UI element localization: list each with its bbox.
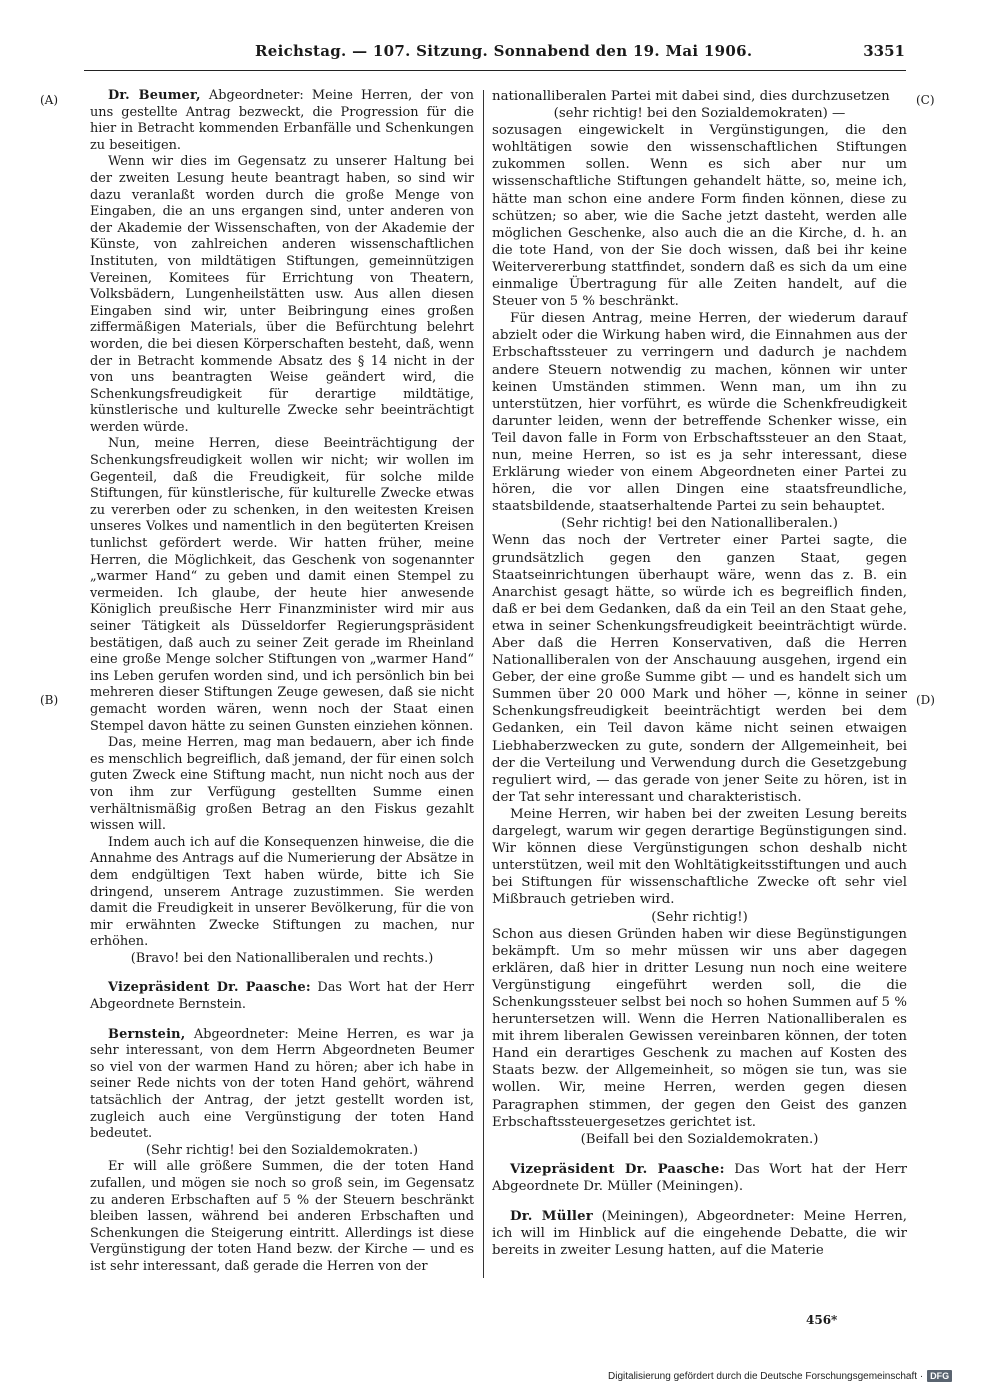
- paragraph: [492, 806, 907, 909]
- speaker-name: Dr. Beumer,: [108, 88, 201, 103]
- margin-marker-b: (B): [40, 693, 59, 707]
- interjection: [90, 1143, 474, 1160]
- dfg-logo: DFG: [927, 1370, 952, 1382]
- interjection: [90, 951, 474, 968]
- interjection-text: (Sehr richtig! bei den Nationalliberalen.): [561, 516, 838, 532]
- interjection-text: (Sehr richtig! bei den Sozialdemokraten.): [145, 1142, 419, 1158]
- speech-paragraph: [492, 1208, 907, 1259]
- interjection: [492, 1131, 907, 1148]
- paragraph: [90, 735, 474, 835]
- paragraph-text: Nun, meine Herren, diese Beeinträchtigung der Schenkungsfreudigkeit wollen wir nicht; wir wollen im Gegenteil, daß die Freudigkeit, für solche milde Stiftungen, für künstlerische, für kulturelle Zwecke etwas zu vererben oder zu schenken, in den weitesten Kreisen unseres Volkes und namentlich in den begüterten Kreisen tunlichst gefördert werde. Wir hatten früher, meine Herren, die Möglichkeit, das Geschenk von sogenannter „warmer Hand“ zu geben und damit einen Stempel zu vermeiden. Ich glaube, der heute hier anwesende Königlich preußische Herr Finanzminister wird mir aus seiner Tätigkeit als Düsseldorfer Regierungspräsident bestätigen, daß auch zu seiner Zeit gerade im Rheinland eine große Menge solcher Stiftungen von „warmer Hand“ ins Leben gerufen worden sind, und ich persönlich bin bei mehreren dieser Stiftungen Zeuge gewesen, daß sie nicht gemacht worden wären, wenn noch der Staat einen Stempel davon hätte zu seinen Gunsten einziehen können.: [90, 436, 474, 734]
- right-column: [492, 88, 907, 1259]
- speaker-name: Vizepräsident Dr. Paasche:: [108, 980, 311, 996]
- interjection-text: (sehr richtig! bei den Sozialdemokraten) —: [553, 106, 846, 122]
- header-rule: [84, 70, 906, 71]
- interjection: [492, 909, 907, 926]
- speaker-name: Vizepräsident Dr. Paasche:: [510, 1161, 725, 1177]
- paragraph-text: Wenn wir dies im Gegensatz zu unserer Haltung bei der zweiten Lesung heute beantragt haben, so sind wir dazu veranlaßt worden durch die große Menge von Eingaben, die an uns ergangen sind, unter anderen von der Akademie der Wissenschaften, von der Akademie der Künste, von zahlreichen anderen wissenschaftlichen Instituten, von mildtätigen Stiftungen, gemeinnützigen Vereinen, Komitees für Errichtung von Theatern, Volksbädern, Lungenheilstätten usw. Aus allen diesen Eingaben sind wir, unter Beibringung eines großen ziffermäßigen Materials, über die Befürchtung belehrt worden, die bei diesen Körperschaften besteht, daß, wenn der in Betracht kommende Absatz des § 14 nicht in der von uns beantragten Weise geändert wird, die Schenkungsfreudigkeit für derartige mildtätige, künstlerische und kulturelle Zwecke sehr beeinträchtigt werden würde.: [90, 154, 474, 435]
- column-divider: [483, 90, 484, 1278]
- paragraph: [492, 310, 907, 515]
- page-header: [255, 42, 905, 66]
- paragraph: [90, 436, 474, 735]
- paragraph: [492, 532, 907, 806]
- interjection: [492, 105, 907, 122]
- paragraph-text: Abgeordneter: Meine Herren, es war ja sehr interessant, von dem Herrn Abgeordneten Beumer so viel von der warmen Hand zu hören; aber ich habe in seiner Rede nichts von der toten Hand gehört, während tatsächlich der Antrag, der jetzt gestellt worden ist, zugleich auch eine Vergünstigung der toten Hand bedeutet.: [90, 1026, 474, 1142]
- footer-credit: Digitalisierung gefördert durch die Deutsche Forschungsgemeinschaft ·: [608, 1371, 924, 1382]
- paragraph-text: Das, meine Herren, mag man bedauern, aber ich finde es menschlich begreiflich, daß jemand, der für einen solch guten Zweck eine Stiftung macht, nun nicht noch aus der von ihm zur Verfügung gestellten Summe einen verhältnismäßig großen Betrag an den Fiskus gezahlt wissen will.: [90, 735, 474, 834]
- paragraph-text: Schon aus diesen Gründen haben wir diese Begünstigungen bekämpft. Um so mehr müssen wir uns aber dagegen erklären, daß hier in dritter Lesung nun noch eine weitere Vergünstigung eingeführt werden soll, die die Schenkungssteuer selbst bei noch so hohen Summen auf 5 % heruntersetzen will. Wenn die Herren Nationalliberalen es mit ihrem liberalen Gewissen vereinbaren können, der toten Hand ein derartiges Geschenk zu machen auf Kosten des Staats bezw. der Allgemeinheit, so mögen sie tun, was sie wollen. Wir, meine Herren, werden gegen diesen Paragraphen stimmen, der gegen den Geist des ganzen Erbschaftssteuergesetzes gerichtet ist.: [492, 926, 907, 1130]
- margin-marker-c: (C): [916, 93, 935, 107]
- paragraph: [492, 926, 907, 1131]
- interjection: [492, 515, 907, 532]
- paragraph-text: nationalliberalen Partei mit dabei sind, dies durchzusetzen: [492, 89, 890, 104]
- paragraph-text: Indem auch ich auf die Konsequenzen hinweise, die die Annahme des Antrags auf die Numerierung der Absätze in dem endgültigen Text haben würde, bitte ich Sie dringend, unserem Antrage zuzustimmen. Sie werden damit die Freudigkeit in unserer Bevölkerung, für die von mir erwähnten Zwecke Stiftungen zu machen, nur erhöhen.: [90, 834, 474, 950]
- paragraph-text: Er will alle größere Summen, die der toten Hand zufallen, und mögen sie noch so groß sein, im Gegensatz zu anderen Erbschaften auf 5 % der Steuern beschränkt bleiben lassen, während bei anderen Erbschaften und Schenkungen die Steigerung eintritt. Allerdings ist diese Vergünstigung der toten Hand bezw. der Kirche — und es ist sehr interessant, daß gerade die Herren von der: [90, 1159, 474, 1274]
- paragraph: [90, 1159, 474, 1275]
- speaker-name: Dr. Müller: [510, 1209, 593, 1224]
- paragraph-text: Für diesen Antrag, meine Herren, der wiederum darauf abzielt oder die Wirkung haben wird, die Einnahmen aus der Erbschaftssteuer zu verringern und dadurch je nachdem andere Steuern notwendig zu machen, können wir unter keinen Umständen stimmen. Wenn man, um ihn zu unterstützen, hier vorführt, es würde die Schenkfreudigkeit darunter leiden, wenn der betreffende Schenker wisse, ein Teil davon falle in Form von Erbschaftssteuer an den Staat, nun, meine Herren, so ist es ja sehr interessant, diese Erklärung wieder von einem Abgeordneten einer Partei zu hören, die vor allen Dingen eine staatsfreundliche, staatsbildende, staatserhaltende Partei zu sein behauptet.: [492, 311, 907, 515]
- page-footer: [608, 1370, 952, 1382]
- paragraph-text: Abgeordneter: Meine Herren, der von uns gestellte Antrag bezweckt, die Progression für die hier in Betracht kommenden Erbanfälle und Schenkungen zu beseitigen.: [90, 88, 474, 153]
- interjection-text: (Bravo! bei den Nationalliberalen und rechts.): [130, 950, 434, 966]
- header-title: Reichstag. — 107. Sitzung. Sonnabend den 19. Mai 1906.: [255, 42, 753, 60]
- paragraph-text: Das Wort hat der Herr Abgeordnete Bernstein.: [90, 980, 474, 1013]
- paragraph: [492, 122, 907, 310]
- signature-mark: 456*: [806, 1313, 838, 1327]
- speech-paragraph: [492, 1161, 907, 1195]
- interjection-text: (Sehr richtig!): [651, 909, 748, 925]
- speech-paragraph: [90, 88, 474, 154]
- paragraph-text: sozusagen eingewickelt in Vergünstigungen, die den wohltätigen sowie den wissenschaftlichen Stiftungen zukommen sollen. Wenn es sich aber nur um wissenschaftliche Stiftungen gehandelt hätte, so, meine ich, hätte man schon eine andere Form finden können, diese zu schützen; so aber, wie die Sache jetzt dasteht, werden alle möglichen Geschenke, also auch die an die Kirche, d. h. an die tote Hand, von der Sie doch wissen, daß bei ihr keine Weitervererbung stattfindet, sondern daß es sich da um eine einmalige Übertragung für alle Zeiten handelt, auf die Steuer von 5 % beschränkt.: [492, 123, 907, 310]
- paragraph: [90, 835, 474, 951]
- paragraph-text: Das Wort hat der Herr Abgeordnete Dr. Müller (Meiningen).: [492, 1161, 908, 1194]
- paragraph: [492, 88, 907, 105]
- speech-paragraph: [90, 1027, 474, 1143]
- paragraph-text: Wenn das noch der Vertreter einer Partei sagte, die grundsätzlich gegen den ganzen Staat, gegen Staatseinrichtungen überhaupt wäre, wenn das z. B. ein Anarchist gesagt hätte, so würde ich es begreiflich finden, daß er bei dem Gedanken, daß da ein Teil an den Staat gehe, etwa in seiner Schenkungsfreudigkeit beeinträchtigt würde. Aber daß die Herren Konservativen, daß die Herren Nationalliberalen von der Anschauung ausgehen, irgend ein Geber, der eine große Summe gibt — und es handelt sich um Summen über 20 000 Mark und höher —, könne in seiner Schenkungsfreudigkeit beeinträchtigt werden bei dem Gedanken, ein Teil davon käme nicht seinen etwaigen Liebhaberzwecken zu gute, sondern der Allgemeinheit, bei der die Verteilung und Verwendung durch die Gesetzgebung reguliert wird, — das gerade von jener Seite zu hören, ist in der Tat sehr interessant und charakteristisch.: [492, 533, 907, 805]
- paragraph-text: Meine Herren, wir haben bei der zweiten Lesung bereits dargelegt, warum wir gegen derartige Begünstigungen sind. Wir können diese Vergünstigungen schon deshalb nicht unterstützen, weil mit den Wohltätigkeitsstiftungen und auch bei Stiftungen für wissenschaftliche Zwecke oft sehr viel Mißbrauch getrieben wird.: [492, 806, 907, 908]
- margin-marker-a: (A): [40, 93, 59, 107]
- page-number: 3351: [863, 42, 905, 60]
- margin-marker-d: (D): [916, 693, 935, 707]
- paragraph-text: (Meiningen), Abgeordneter: Meine Herren, ich will im Hinblick auf die eingehende Debatte, die wir bereits in zweiter Lesung hatten, auf die Materie: [492, 1209, 907, 1259]
- paragraph: [90, 154, 474, 436]
- interjection-text: (Beifall bei den Sozialdemokraten.): [580, 1131, 819, 1147]
- speech-paragraph: [90, 980, 474, 1013]
- speaker-name: Bernstein,: [108, 1026, 186, 1042]
- left-column: [90, 88, 474, 1276]
